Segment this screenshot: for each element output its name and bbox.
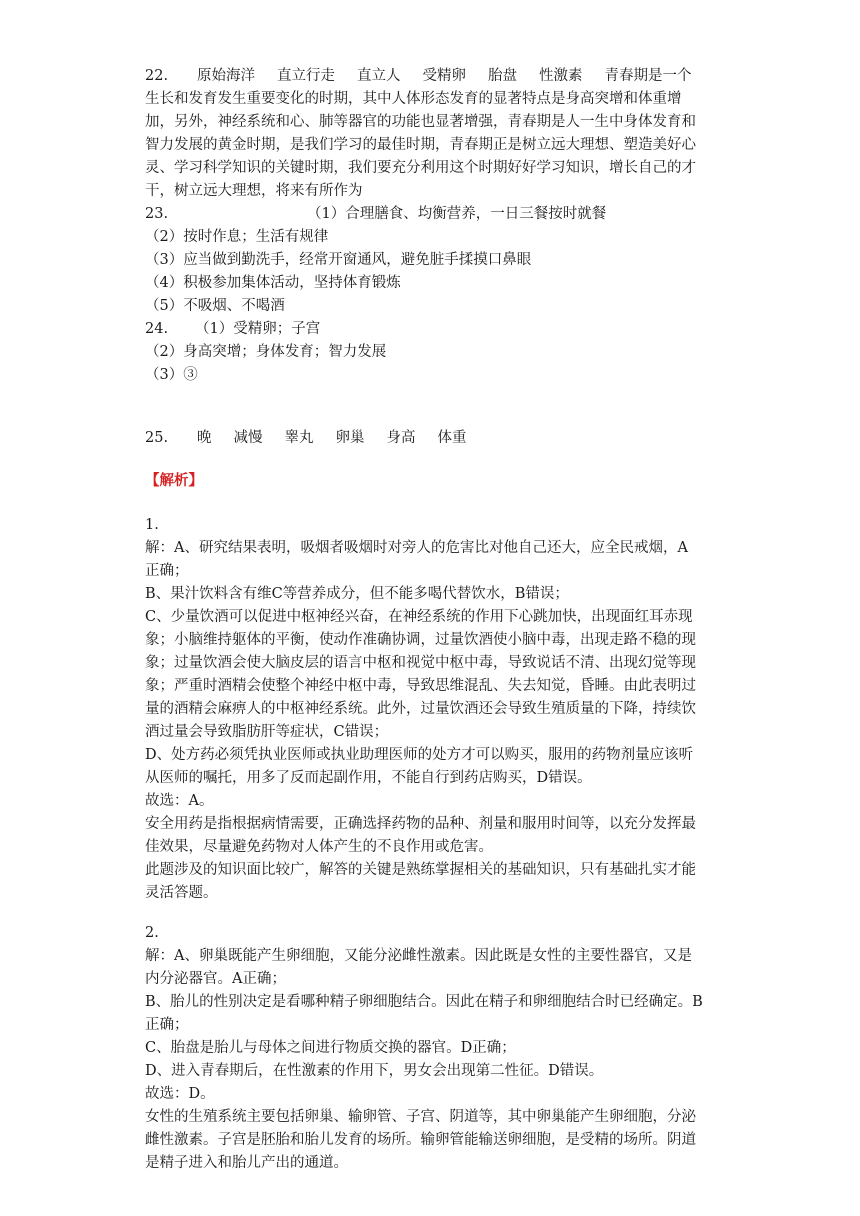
analysis-1-line: 量的酒精会麻痹人的中枢神经系统。此外，过量饮酒还会导致生殖质量的下降，持续饮	[145, 701, 696, 717]
q25-term: 体重	[437, 430, 467, 446]
q22-text-line: 智力发展的黄金时期，是我们学习的最佳时期，青春期正是树立远大理想、塑造美好心	[145, 137, 696, 153]
analysis-1-line: B、果汁饮料含有维C等营养成分，但不能多喝代替饮水，B错误；	[145, 586, 569, 602]
q24-first-line	[145, 318, 725, 340]
analysis-1-line: C、少量饮酒可以促进中枢神经兴奋，在神经系统的作用下心跳加快，出现面红耳赤现	[145, 609, 693, 625]
q22-text-line: 加，另外，神经系统和心、肺等器官的功能也显著增强，青春期是人一生中身体发育和	[145, 114, 696, 130]
analysis-2-line: 正确；	[145, 1017, 189, 1033]
analysis-1-line: 从医师的嘱托，用多了反而起副作用，不能自行到药店购买，D错误。	[145, 770, 592, 786]
q22-term: 胎盘	[488, 68, 517, 84]
q23-number: 23.	[145, 206, 169, 222]
analysis-1-line: 故选：A。	[145, 793, 214, 809]
q25-term: 睾丸	[284, 430, 314, 446]
analysis-2-number: 2.	[145, 925, 159, 941]
analysis-1-line: 佳效果，尽量避免药物对人体产生的不良作用或危害。	[145, 839, 493, 855]
q24-line: （1）受精卵；子宫	[195, 321, 321, 337]
q25-term: 卵巢	[335, 430, 365, 446]
q22-text: 青春期是一个	[604, 68, 692, 84]
q22-first-line	[145, 65, 725, 87]
q22-term: 原始海洋	[197, 68, 255, 84]
analysis-1-number: 1.	[145, 517, 159, 533]
q25-term: 减慢	[233, 430, 263, 446]
q25-number: 25.	[145, 430, 169, 446]
analysis-1-line: 象；严重时酒精会使整个神经中枢中毒，导致思维混乱、失去知觉，昏睡。由此表明过	[145, 678, 696, 694]
analysis-2-line: 女性的生殖系统主要包括卵巢、输卵管、子宫、阴道等，其中卵巢能产生卵细胞，分泌	[145, 1109, 696, 1125]
q23-line: （4）积极参加集体活动，坚持体育锻炼	[145, 275, 401, 291]
q24-line: （2）身高突增；身体发育；智力发展	[145, 344, 387, 360]
q23-line: （2）按时作息；生活有规律	[145, 229, 329, 245]
analysis-2-line: C、胎盘是胎儿与母体之间进行物质交换的器官。D正确；	[145, 1040, 516, 1056]
analysis-1-line: 解：A、研究结果表明，吸烟者吸烟时对旁人的危害比对他自己还大，应全民戒烟，A	[145, 540, 688, 556]
q24-line: （3）③	[145, 367, 198, 383]
analysis-1-line: D、处方药必须凭执业医师或执业助理医师的处方才可以购买，服用的药物剂量应该听	[145, 747, 694, 763]
analysis-heading: 【解析】	[145, 472, 203, 489]
analysis-2-line: 雌性激素。子宫是胚胎和胎儿发育的场所。输卵管能输送卵细胞，是受精的场所。阴道	[145, 1132, 696, 1148]
q24-number: 24.	[145, 321, 169, 337]
analysis-2-line: 是精子进入和胎儿产出的通道。	[145, 1155, 348, 1171]
q25-line	[145, 427, 725, 449]
q23-line: （5）不吸烟、不喝酒	[145, 298, 285, 314]
analysis-1-line: 此题涉及的知识面比较广，解答的关键是熟练掌握相关的基础知识，只有基础扎实才能	[145, 862, 696, 878]
analysis-1-line: 安全用药是指根据病情需要，正确选择药物的品种、剂量和服用时间等，以充分发挥最	[145, 816, 696, 832]
analysis-1-line: 象；小脑维持躯体的平衡，使动作准确协调，过量饮酒使小脑中毒，出现走路不稳的现	[145, 632, 696, 648]
q22-text-line: 生长和发育发生重要变化的时期，其中人体形态发育的显著特点是身高突增和体重增	[145, 91, 682, 107]
analysis-1-line: 象；过量饮酒会使大脑皮层的语言中枢和视觉中枢中毒，导致说话不清、出现幻觉等现	[145, 655, 696, 671]
analysis-1-line: 灵活答题。	[145, 885, 218, 901]
analysis-2-line: 故选：D。	[145, 1086, 215, 1102]
q25-term: 晚	[197, 430, 212, 446]
analysis-2-line: B、胎儿的性别决定是看哪种精子卵细胞结合。因此在精子和卵细胞结合时已经确定。B	[145, 994, 703, 1010]
q22-term: 性激素	[539, 68, 583, 84]
q23-first-line	[145, 203, 725, 225]
analysis-1-line: 酒过量会导致脂肪肝等症状，C错误；	[145, 724, 389, 740]
q22-text-line: 灵、学习科学知识的关键时期，我们要充分利用这个时期好好学习知识，增长自己的才	[145, 160, 696, 176]
q25-term: 身高	[386, 430, 416, 446]
analysis-2-line: 内分泌器官。A正确；	[145, 971, 286, 987]
q22-term: 直立人	[357, 68, 401, 84]
analysis-1-line: 正确；	[145, 563, 189, 579]
q22-term: 受精卵	[422, 68, 466, 84]
analysis-2-line: 解：A、卵巢既能产生卵细胞，又能分泌雌性激素。因此既是女性的主要性器官，又是	[145, 948, 692, 964]
q22-text-line: 干，树立远大理想，将来有所作为	[145, 183, 363, 199]
analysis-2-line: D、进入青春期后，在性激素的作用下，男女会出现第二性征。D错误。	[145, 1063, 604, 1079]
q22-term: 直立行走	[277, 68, 335, 84]
q23-line: （1）合理膳食、均衡营养，一日三餐按时就餐	[307, 206, 607, 222]
q22-number: 22.	[145, 68, 169, 84]
q23-line: （3）应当做到勤洗手，经常开窗通风，避免脏手揉摸口鼻眼	[145, 252, 532, 268]
